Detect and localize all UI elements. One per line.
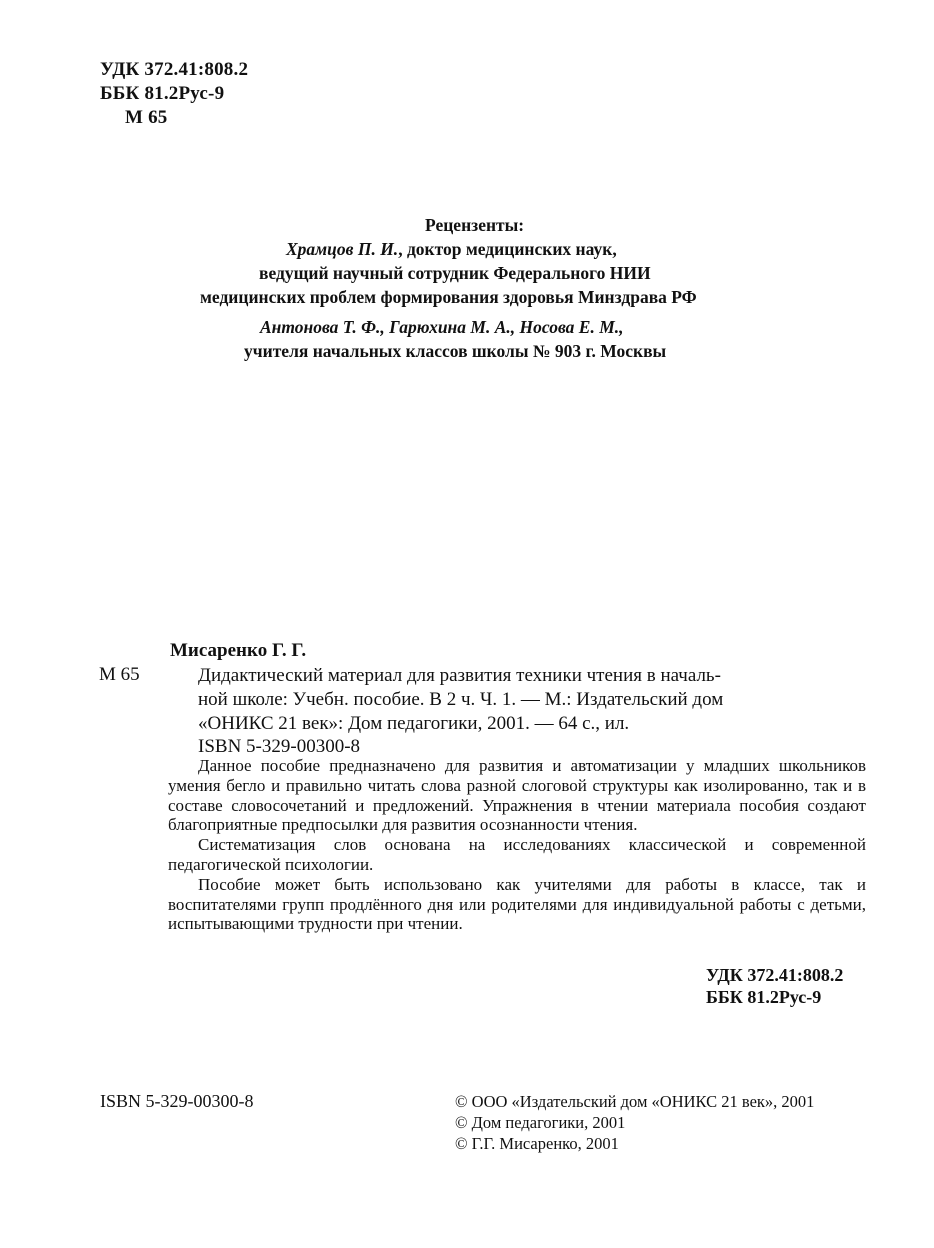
- reviewers-block: [150, 213, 910, 363]
- title-line-3: «ОНИКС 21 век»: Дом педагогики, 2001. — 64 с., ил.: [198, 713, 630, 734]
- annotation-paragraph-1: Данное пособие предназначено для развития и автоматизации у младших школьников умения бегло и правильно читать слова разной слоговой структуры как изолированно, так и в составе словосочетаний и предложений. Упражнения в чтении материала пособия создают благоприятные предпосылки для развития осознанности чтения.: [168, 756, 866, 835]
- copyright-block: [455, 1091, 814, 1154]
- author-mark: М 65: [125, 107, 168, 128]
- footer-isbn: ISBN 5-329-00300-8: [100, 1091, 254, 1111]
- catalog-title: [198, 664, 866, 736]
- catalog-isbn: ISBN 5-329-00300-8: [198, 736, 361, 757]
- udk-code: УДК 372.41:808.2: [100, 59, 249, 80]
- reviewer1-title: , доктор медицинских наук,: [398, 239, 617, 259]
- catalog-author: Мисаренко Г. Г.: [170, 640, 307, 661]
- copyright-line-3: © Г.Г. Мисаренко, 2001: [455, 1134, 619, 1153]
- reviewer1-name: Храмцов П. И.: [286, 239, 399, 259]
- reviewer1-line1: [150, 237, 910, 261]
- bottom-classification-codes: [706, 964, 843, 1008]
- reviewer2-names: Антонова Т. Ф., Гарюхина М. А., Носова Е. М.,: [260, 317, 624, 337]
- copyright-line-2: © Дом педагогики, 2001: [455, 1113, 626, 1132]
- annotation-paragraph-3: Пособие может быть использовано как учителями для работы в классе, так и воспитателями групп продлённого дня или родителями для индивидуальной работы с детьми, испытывающими трудности при чтении.: [168, 874, 866, 934]
- copyright-line-1: © ООО «Издательский дом «ОНИКС 21 век», 2001: [455, 1092, 815, 1111]
- reviewers-heading: Рецензенты:: [425, 215, 525, 235]
- reviewer1-line2: ведущий научный сотрудник Федерального НИИ: [259, 263, 651, 283]
- top-classification-codes: [100, 58, 248, 130]
- bottom-udk-code: УДК 372.41:808.2: [706, 965, 844, 985]
- reviewer2-line2: учителя начальных классов школы № 903 г. Москвы: [244, 341, 667, 361]
- bottom-bbk-code: ББК 81.2Рус-9: [706, 987, 822, 1007]
- bbk-code: ББК 81.2Рус-9: [100, 83, 225, 104]
- reviewer1-line3: медицинских проблем формирования здоровья Минздрава РФ: [200, 287, 697, 307]
- title-line-2: ной школе: Учебн. пособие. В 2 ч. Ч. 1. — М.: Издательский дом: [198, 689, 724, 710]
- title-line-1: Дидактический материал для развития техники чтения в началь-: [198, 665, 721, 686]
- annotation: [168, 756, 866, 934]
- catalog-mark: М 65: [99, 664, 140, 685]
- annotation-paragraph-2: Систематизация слов основана на исследованиях классической и современной педагогической психологии.: [168, 835, 866, 874]
